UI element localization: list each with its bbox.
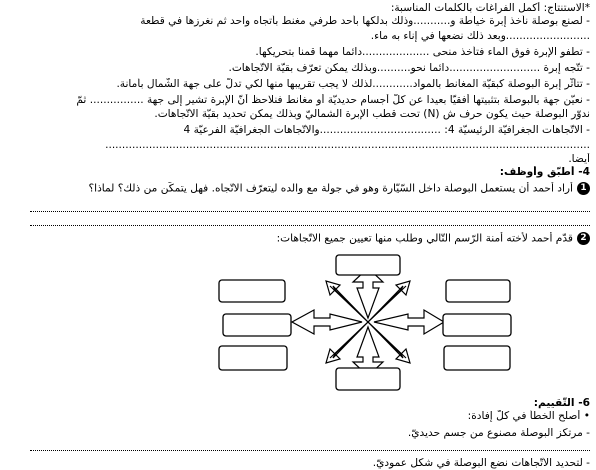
conclusion-line-3: - تطفو الإبرة فوق الماء فتأخذ منحى ....................دائما مهما قمنا بتحريكها. <box>255 46 590 58</box>
question-2-text: قدّم أحمد لأخته أمنة الرّسم التّالي وطلب منها تعيين جميع الاتّجاهات: <box>276 232 573 245</box>
evaluation-instruction: • أصلح الخطأ في كلّ إفادة: <box>467 410 590 422</box>
direction-box-northeast[interactable] <box>446 280 510 302</box>
evaluation-answer-line-1[interactable] <box>30 450 590 451</box>
direction-box-south[interactable] <box>336 368 400 390</box>
question-2-number: 2 <box>577 232 590 245</box>
direction-box-southwest[interactable] <box>219 346 287 370</box>
conclusion-line-6: - نعيّن جهة بالبوصلة بتثبيتها أفقيّا بعيدا عن كلّ أجسام حديديّة أو مغانط فنلاحظ أنّ الإبرة تشير إلى جهة ................ ثمّ <box>76 94 590 106</box>
question-1-text: أراد أحمد أن يستعمل البوصلة داخل السّيّارة وهو في جولة مع والده ليتعرّف الاتّجاه. فهل يتمكّن من ذلك؟ لماذا؟ <box>88 182 573 195</box>
conclusion-title: *الاستنتاج: أكمل الفراغات بالكلمات المناسبة: <box>390 2 590 14</box>
direction-box-southeast[interactable] <box>444 346 510 370</box>
evaluation-statement-1: - مرتكز البوصلة مصنوع من جسم حديديّ. <box>407 427 590 439</box>
conclusion-line-2: .........................وبعد ذلك نضعها في إناء به ماء. <box>370 30 590 42</box>
direction-box-west[interactable] <box>223 314 291 336</box>
conclusion-line-5: - تتأثّر إبرة البوصلة كبقيّة المغانط بالمواد............لذلك لا يجب تقريبها منها لكي تدلّ على جهة الشّمال بأمانة. <box>116 78 590 90</box>
evaluation-statement-2: - لتحديد الاتّجاهات نضع البوصلة في شكل عموديّ. <box>372 457 590 469</box>
arrow-east <box>374 310 444 334</box>
conclusion-line-4: - تتّجه إبرة ...........................دائما نحو..........وبذلك يمكن تعرّف بقيّة الاتّجاهات. <box>228 62 590 74</box>
direction-box-east[interactable] <box>443 314 511 336</box>
direction-box-north[interactable] <box>336 255 400 275</box>
apply-title: 4- أطبّق وأوظّف: <box>499 166 590 178</box>
conclusion-line-10: أيضا. <box>568 153 590 165</box>
arrow-west <box>292 310 362 334</box>
evaluation-title: 6- التّقييم: <box>533 397 590 409</box>
conclusion-line-7: ندوّر البوصلة حيث يكون حرف ش (N) تحت قطب الإبرة الشماليّ وبذلك يمكن تحديد بقيّة الاتّجاهات. <box>154 108 590 120</box>
question-1-number: 1 <box>577 182 590 195</box>
direction-arrows <box>292 268 444 376</box>
conclusion-line-1: - لصنع بوصلة نأخذ إبرة خياطة و...........وذلك بدلكها بأحد طرفي مغنط بأتجاه واحد ثم نغرزها في قطعة <box>140 15 590 27</box>
direction-box-northwest[interactable] <box>219 280 285 302</box>
conclusion-line-9: ................................................................................................................................................ <box>105 139 590 151</box>
conclusion-line-8: - الاتّجاهات الجغرافيّة الرئيسيّة 4: ....................................والاتّجاهات الجغرافيّة الفرعيّة 4 <box>183 124 590 136</box>
